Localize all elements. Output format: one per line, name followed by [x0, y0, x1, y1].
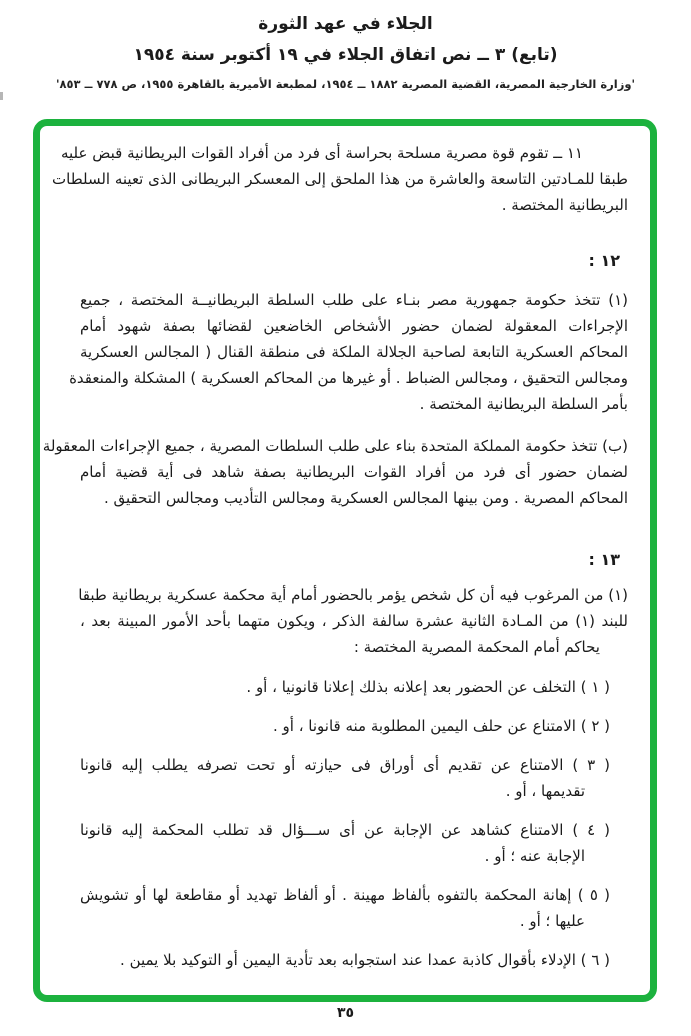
page-number: ٣٥	[336, 1005, 355, 1021]
article-12-paragraph-1: (١) تتخذ حكومة جمهورية مصر بنـاء على طلب السلطة البريطانيــة المختصة ، جميع الإجراءات المعقولة لضمان حضور الأشخاص الخاضعين لقضائها بصفة شهود أمام المحاكم العسكرية التابعة لصاحبة الجلالة الملكة فى منطقة القنال ( المجالس العسكرية ومجالس التحقيق ، ومجالس الضباط . أو غيرها من المحاكم العسكرية ) المشكلة والمنعقدة بأمر السلطة البريطانية المختصة .	[69, 291, 628, 413]
article-12-heading: ١٢ :	[588, 251, 620, 270]
article-12-paragraph-b: (ب) تتخذ حكومة المملكة المتحدة بناء على طلب السلطات المصرية ، جميع الإجراءات المعقولة لضمان حضور أى فرد من أفراد القوات البريطانية بصفة شاهد فى أية قضية أمام المحاكم المصرية . ومن بينها المجالس العسكرية ومجالس التأديب ومجالس التحقيق .	[42, 437, 628, 507]
article-11-paragraph: ١١ ــ تقوم قوة مصرية مسلحة بحراسة أى فرد من أفراد القوات البريطانية قبض عليه طبقا للمـادتين التاسعة والعاشرة من هذا الملحق إلى المعسكر البريطانى الذى تعينه السلطات البريطانية المختصة .	[52, 144, 628, 214]
clause-item-4: ( ٤ ) الامتناع كشاهد عن الإجابة عن أى ســـؤال قد تطلب المحكمة إليه قانونا الإجابة عنه ؛ أو .	[80, 821, 610, 865]
clause-item-2: ( ٢ ) الامتناع عن حلف اليمين المطلوبة منه قانونا ، أو .	[272, 717, 610, 735]
book-title: الجلاء في عهد الثورة	[258, 14, 433, 34]
chapter-subtitle: (تابع) ٣ ــ نص اتفاق الجلاء في ١٩ أكتوبر سنة ١٩٥٤	[133, 45, 558, 65]
clause-item-3: ( ٣ ) الامتناع عن تقديم أى أوراق فى حيازته أو تحت تصرفه يطلب إليه قانونا تقديمها ، أو .	[80, 756, 610, 800]
article-13-paragraph-1: (١) من المرغوب فيه أن كل شخص يؤمر بالحضور أمام أية محكمة عسكرية بريطانية طبقا للبند (١) من المـادة الثانية عشرة سالفة الذكر ، ويكون متهما بأحد الأمور المبينة بعد ، يحاكم أمام المحكمة المصرية المختصة :	[78, 586, 628, 656]
page-header	[0, 0, 691, 92]
scan-artifact	[0, 92, 3, 100]
clause-item-5: ( ٥ ) إهانة المحكمة بالتفوه بألفاظ مهينة . أو ألفاظ تهديد أو مقاطعة لها أو تشويش عليها ؛ أو .	[80, 886, 610, 930]
article-13-heading: ١٣ :	[588, 550, 620, 569]
clause-item-1: ( ١ ) التخلف عن الحضور بعد إعلانه بذلك إعلانا قانونيا ، أو .	[246, 678, 610, 696]
highlight-box	[33, 119, 657, 1002]
clause-item-6: ( ٦ ) الإدلاء بأقوال كاذبة عمدا عند استجوابه بعد تأدية اليمين أو التوكيد بلا يمين .	[120, 951, 610, 969]
source-citation: 'وزارة الخارجية المصرية، القضية المصرية ١٨٨٢ ــ ١٩٥٤، لمطبعة الأميرية بالقاهرة ١٩٥٥، ص ٧٧٨ ــ ٨٥٣'	[55, 77, 636, 91]
article-13-clause-list	[80, 674, 628, 973]
